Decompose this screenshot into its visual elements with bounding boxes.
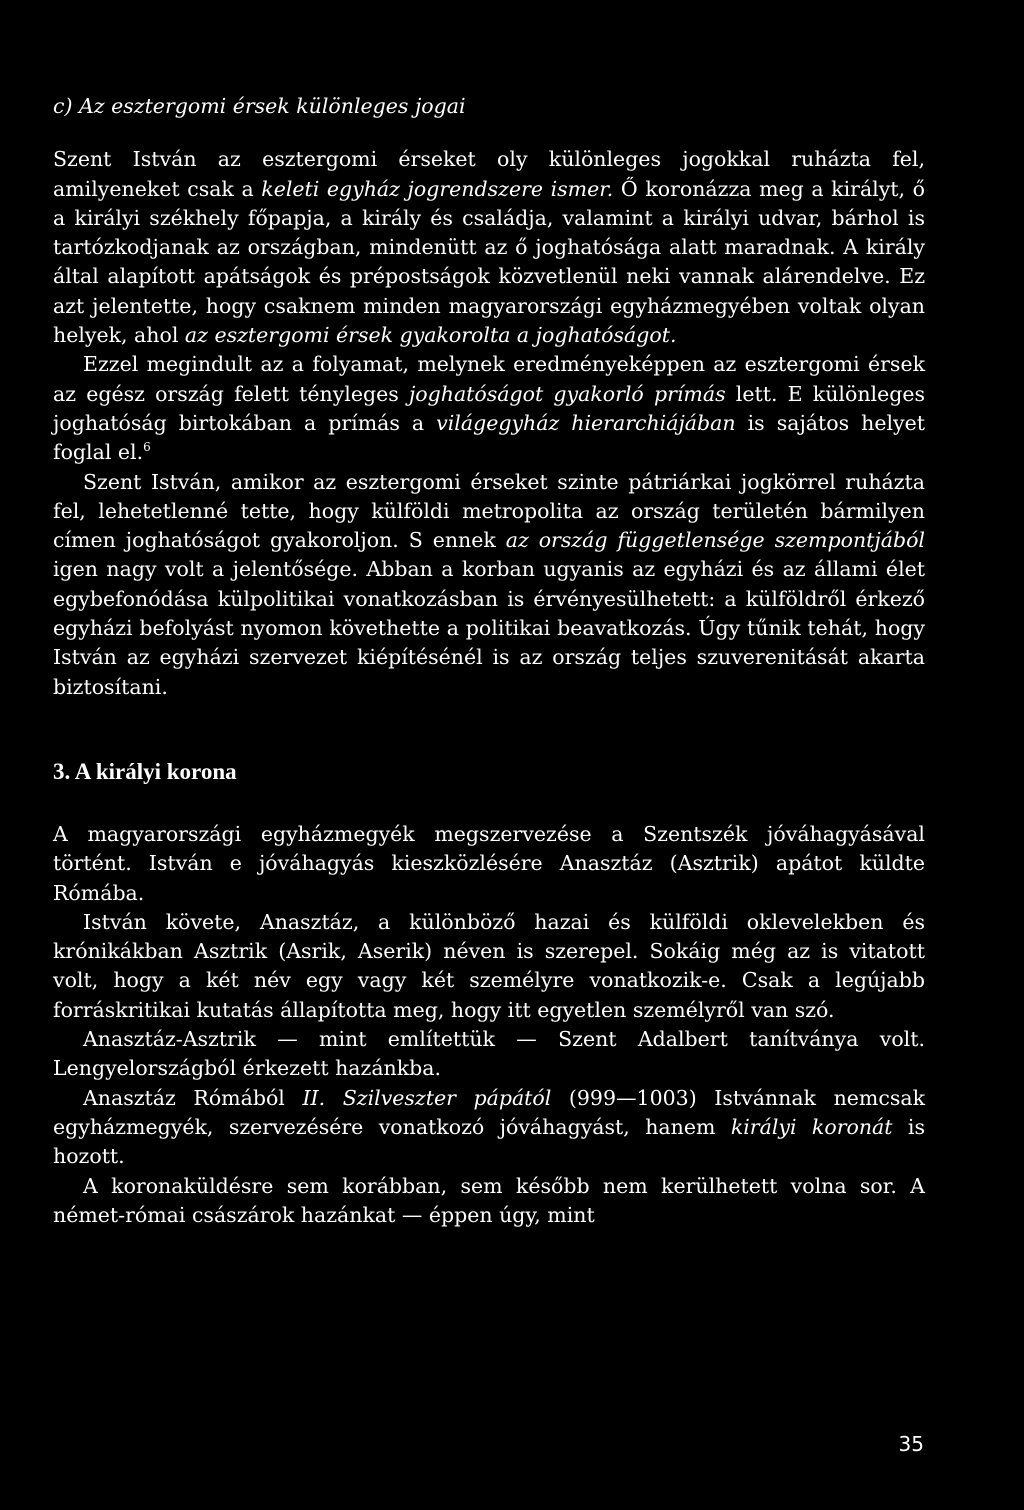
emphasis-text: keleti egyház jogrendszere ismer.	[261, 176, 614, 201]
text-run: lett. E különleges joghatóság birtokában a prímás a	[53, 381, 925, 435]
paragraph-adalbert: Anasztáz-Asztrik — mint említettük — Szent Adalbert tanítványa volt. Lengyelországból érkezett hazánkba.	[53, 1027, 925, 1081]
text-run: is sajátos helyet foglal el.	[53, 410, 925, 465]
text-run: igen nagy volt a jelentősége. Abban a korban ugyanis az egyházi és az állami élet egybefonódása külpolitikai vonatkozásban is érvényesülhetett: a külföldről érkező egyházi befolyást nyomon követhette a politikai beavatkozás. Úgy tűnik tehát, hogy István az egyházi szervezet kiépítésénél is az ország teljes szuverenitását akarta biztosítani.	[53, 557, 925, 699]
text-run: (999—1003) Istvánnak nemcsak egyházmegyék, szervezésére vonatkozó jóváhagyást, hanem	[53, 1085, 925, 1139]
text-run: Ezzel megindult az a folyamat, melynek eredményeképpen az esztergomi érsek az egész ország felett tényleges	[53, 352, 925, 406]
page-number: 35	[898, 1432, 924, 1456]
text-run: Anasztáz Rómából	[83, 1085, 303, 1110]
paragraph-primate	[53, 350, 925, 467]
paragraph-sovereignty	[53, 468, 925, 702]
footnote-marker: 6	[143, 440, 151, 455]
paragraph-special-rights	[53, 145, 925, 350]
text-run: is hozott.	[53, 1114, 925, 1169]
emphasis-text: az esztergomi érsek gyakorolta a joghatóságot.	[184, 323, 677, 348]
emphasis-text: II. Szilveszter pápától	[302, 1085, 552, 1110]
paragraph-approval: A magyarországi egyházmegyék megszervezése a Szentszék jóváhagyásával történt. István e jóváhagyás kieszközlésére Anasztáz (Asztrik) apátot küldte Rómába.	[53, 821, 925, 905]
document-page	[53, 92, 925, 1230]
text-run: Ő koronázza meg a királyt, ő a királyi székhely főpapja, a király és családja, valamint a királyi udvar, bárhol is tartózkodjanak az országban, mindenütt az ő joghatósága alatt maradnak. A király által alapított apátságok és prépostságok közvetlenül neki vannak alárendelve. Ez azt jelentette, hogy csaknem minden magyarországi egyházmegyében voltak olyan helyek, ahol	[53, 176, 925, 348]
emphasis-text: világegyház hierarchiájában	[436, 410, 736, 435]
text-run: Szent István, amikor az esztergomi érseket szinte pátriárkai jogkörrel ruházta fel, lehetetlenné tette, hogy külföldi metropolita az ország területén bármilyen címen joghatóságot gyakoroljon. S ennek	[53, 469, 925, 553]
text-run: Szent István az esztergomi érseket oly különleges jogokkal ruházta fel, amilyeneket csak a	[53, 147, 925, 201]
emphasis-text: az ország függetlensége szempontjából	[505, 528, 925, 553]
paragraph-crown	[53, 1084, 925, 1172]
section-heading: 3. A királyi korona	[53, 758, 237, 784]
emphasis-text: joghatóságot gyakorló prímás	[408, 381, 726, 406]
paragraph-envoy: István követe, Anasztáz, a különböző hazai és külföldi oklevelekben és krónikákban Asztrik (Asrik, Aserik) néven is szerepel. Sokáig még az is vitatott volt, hogy a két név egy vagy két személyre vonatkozik-e. Csak a legújabb forráskritikai kutatás állapította meg, hogy itt egyetlen személyről van szó.	[53, 909, 925, 1022]
subsection-heading: c) Az esztergomi érsek különleges jogai	[53, 94, 466, 118]
paragraph-timing: A koronaküldésre sem korábban, sem később nem kerülhetett volna sor. A német-római császárok hazánkat — éppen úgy, mint	[53, 1173, 925, 1227]
emphasis-text: királyi koronát	[730, 1114, 893, 1139]
